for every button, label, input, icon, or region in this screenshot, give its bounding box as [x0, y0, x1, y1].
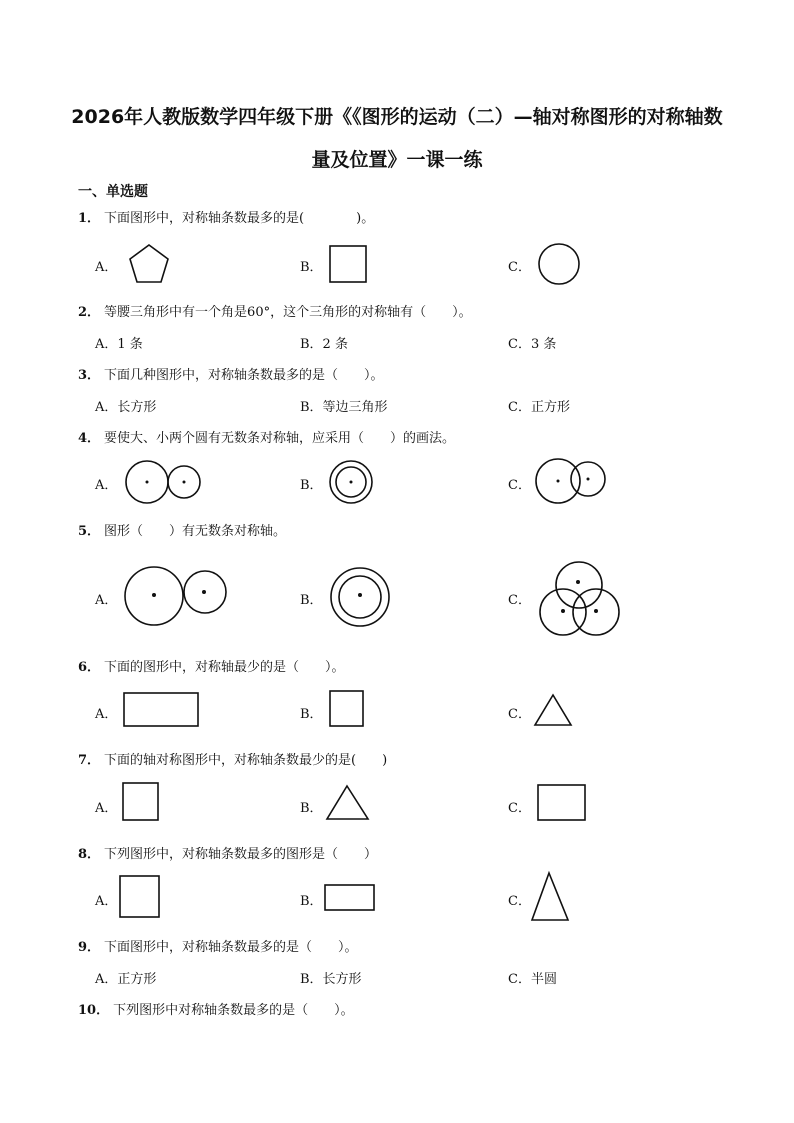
question-7: 7． 下面的轴对称图形中，对称轴条数最少的是( ) — [78, 753, 388, 768]
q2-option-a[interactable]: A．1 条 — [95, 337, 143, 352]
q6-option-c[interactable]: C． — [508, 707, 531, 722]
q8-option-a[interactable]: A． — [95, 894, 118, 909]
q5-option-c[interactable]: C． — [508, 593, 531, 608]
circle-icon — [538, 243, 580, 285]
question-6: 6． 下面的图形中，对称轴最少的是（ ）。 — [78, 660, 345, 675]
q3-option-c[interactable]: C．正方形 — [508, 400, 570, 415]
question-2: 2． 等腰三角形中有一个角是60°，这个三角形的对称轴有（ ）。 — [78, 305, 472, 320]
q8-option-c[interactable]: C． — [508, 894, 531, 909]
q7-option-b[interactable]: B． — [300, 801, 323, 816]
page-title-line2: 量及位置》一课一练 — [311, 149, 483, 171]
overlapping-circles-icon — [535, 457, 607, 505]
question-3: 3． 下面几种图形中，对称轴条数最多的是（ ）。 — [78, 368, 384, 383]
q3-option-b[interactable]: B．等边三角形 — [300, 400, 388, 415]
q1-option-c[interactable]: C． — [508, 260, 531, 275]
q9-option-b[interactable]: B．长方形 — [300, 972, 362, 987]
q8-option-b[interactable]: B． — [300, 894, 323, 909]
section-heading: 一、单选题 — [78, 184, 148, 200]
q5-option-b[interactable]: B． — [300, 593, 323, 608]
q9-option-c[interactable]: C．半圆 — [508, 972, 557, 987]
triangle-icon — [326, 784, 370, 822]
rectangle-icon — [324, 884, 376, 912]
q4-option-b[interactable]: B． — [300, 478, 323, 493]
question-4: 4． 要使大、小两个圆有无数条对称轴，应采用（ ）的画法。 — [78, 431, 456, 446]
square-icon — [329, 690, 365, 728]
page-title: 2026年人教版数学四年级下册《《图形的运动（二）—轴对称图形的对称轴数 — [71, 106, 723, 128]
question-10: 10． 下列图形中对称轴条数最多的是（ ）。 — [78, 1003, 354, 1018]
rectangle-icon — [537, 784, 587, 822]
pentagon-icon — [128, 243, 170, 285]
question-1: 1． 下面图形中，对称轴条数最多的是( )。 — [78, 211, 375, 226]
question-9: 9． 下面图形中，对称轴条数最多的是（ ）。 — [78, 940, 358, 955]
question-8: 8． 下列图形中，对称轴条数最多的图形是（ ） — [78, 847, 378, 862]
concentric-circles-icon — [328, 459, 374, 505]
q1-option-a[interactable]: A． — [95, 260, 118, 275]
isosceles-triangle-icon — [531, 871, 571, 923]
square-icon — [119, 875, 161, 919]
square-icon — [329, 245, 367, 283]
q2-option-c[interactable]: C．3 条 — [508, 337, 557, 352]
q7-option-c[interactable]: C． — [508, 801, 531, 816]
two-circles-icon — [123, 565, 229, 627]
question-5: 5． 图形（ ）有无数条对称轴。 — [78, 524, 287, 539]
concentric-circles-icon — [330, 567, 390, 627]
rectangle-icon — [123, 692, 199, 728]
q6-option-b[interactable]: B． — [300, 707, 323, 722]
q1-option-b[interactable]: B． — [300, 260, 323, 275]
triangle-icon — [534, 693, 574, 727]
q7-option-a[interactable]: A． — [95, 801, 118, 816]
three-circles-icon — [538, 560, 622, 638]
q3-option-a[interactable]: A．长方形 — [95, 400, 157, 415]
q4-option-c[interactable]: C． — [508, 478, 531, 493]
square-icon — [122, 782, 160, 822]
q5-option-a[interactable]: A． — [95, 593, 118, 608]
q9-option-a[interactable]: A．正方形 — [95, 972, 157, 987]
q2-option-b[interactable]: B．2 条 — [300, 337, 348, 352]
q6-option-a[interactable]: A． — [95, 707, 118, 722]
two-circles-icon — [124, 459, 204, 505]
q4-option-a[interactable]: A． — [95, 478, 118, 493]
